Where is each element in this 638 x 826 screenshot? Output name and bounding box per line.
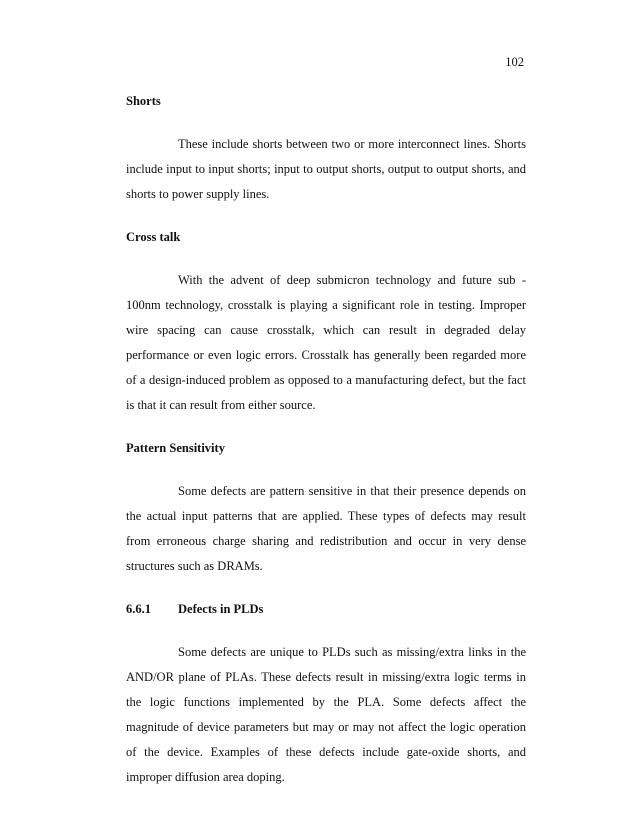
heading-pattern-sensitivity: Pattern Sensitivity <box>126 441 225 455</box>
heading-shorts: Shorts <box>126 94 161 108</box>
subsection-heading <box>126 600 526 618</box>
paragraph-cross-talk: With the advent of deep submicron technology and future sub - 100nm technology, crosstalk is playing a significant role in testing. Improper wire spacing can cause crosstalk, which can result in degraded delay performance or even logic errors. Crosstalk has generally been regarded more of a design-induced problem as opposed to a manufacturing defect, but the fact is that it can result from either source. <box>126 273 526 412</box>
paragraph-defects-in-plds: Some defects are unique to PLDs such as missing/extra links in the AND/OR plane of PLAs. These defects result in missing/extra logic terms in the logic functions implemented by the PLA. Some defects affect the magnitude of device parameters but may or may not affect the logic operation of the device. Examples of these defects include gate-oxide shorts, and improper diffusion area doping. <box>126 645 526 784</box>
paragraph-shorts: These include shorts between two or more interconnect lines. Shorts include input to input shorts; input to output shorts, output to output shorts, and shorts to power supply lines. <box>126 137 526 201</box>
page-content <box>126 92 526 790</box>
subsection-title: Defects in PLDs <box>178 602 264 616</box>
heading-cross-talk: Cross talk <box>126 230 181 244</box>
page-number: 102 <box>505 55 524 69</box>
subsection-number: 6.6.1 <box>126 602 151 616</box>
paragraph-pattern-sensitivity: Some defects are pattern sensitive in that their presence depends on the actual input patterns that are applied. These types of defects may result from erroneous charge sharing and redistribution and occur in very dense structures such as DRAMs. <box>126 484 526 573</box>
